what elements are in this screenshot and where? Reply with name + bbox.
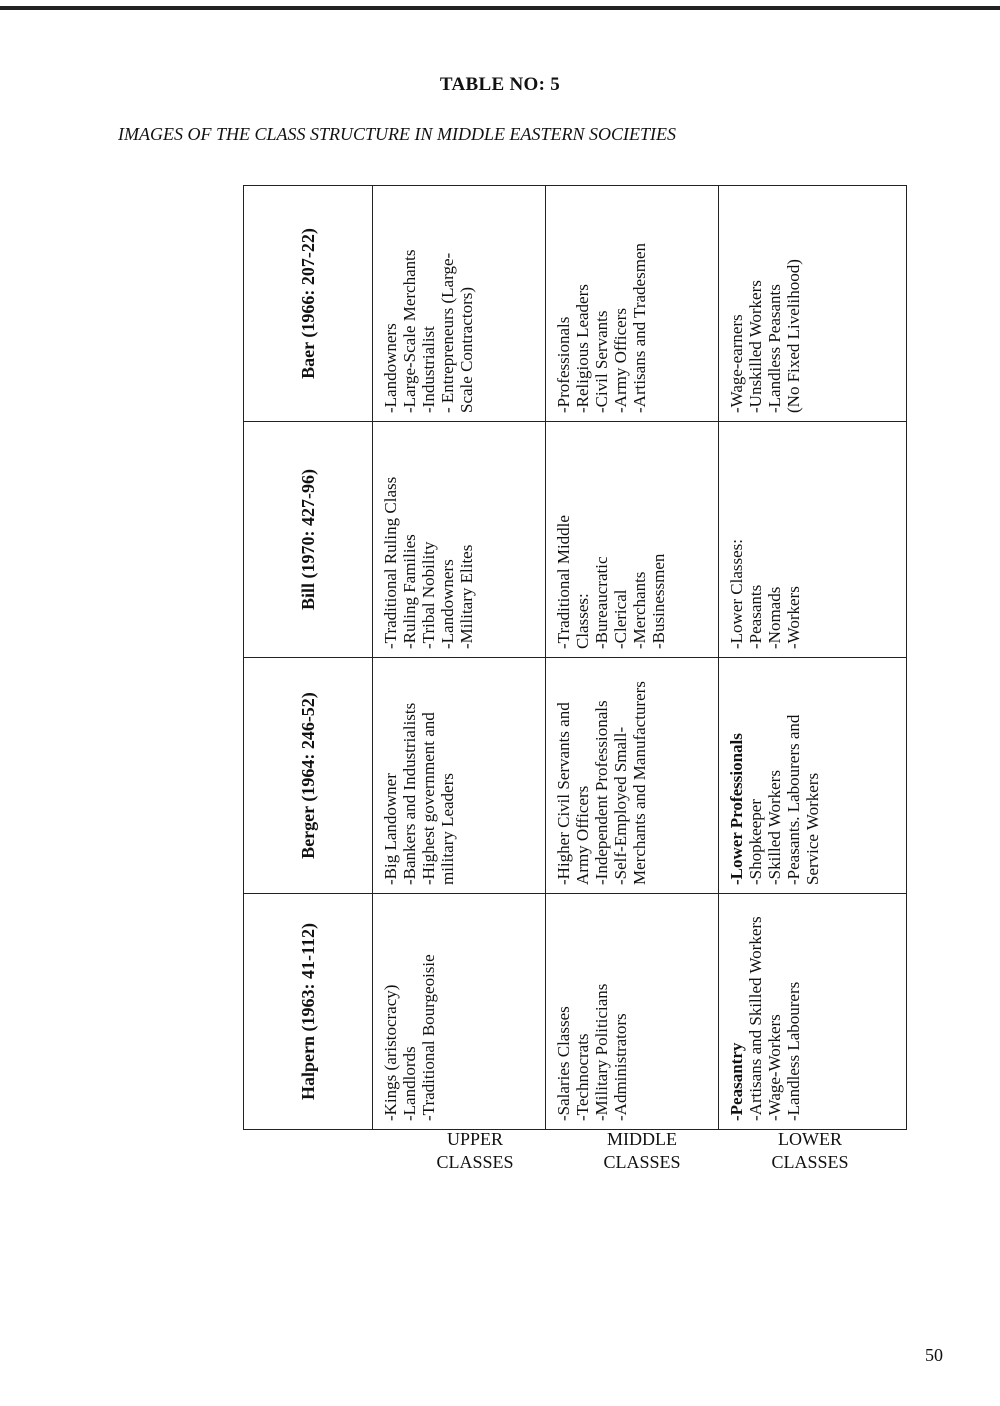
row-label-upper: [405, 1128, 545, 1173]
cell-line: -Religious Leaders: [573, 284, 593, 413]
cell-line: -Kings (aristocracy): [381, 984, 400, 1121]
column-header-halpern: Halpern (1963: 41-112): [244, 894, 373, 1130]
cell-line: military Leaders: [438, 773, 458, 885]
cell-line: -Traditional Middle: [554, 515, 573, 649]
row-label-line: MIDDLE: [607, 1129, 677, 1149]
column-header-baer: Baer (1966: 207-22): [244, 186, 373, 422]
row-label-line: LOWER: [778, 1129, 842, 1149]
cell-line: -Landless Labourers: [784, 981, 804, 1121]
cell-line: Service Workers: [803, 772, 823, 885]
cell-line: -Higher Civil Servants and: [554, 702, 573, 885]
cell-line: -Clerical: [611, 589, 631, 649]
cell-line: -Nomads: [765, 586, 785, 649]
cell-upper-baer: [373, 186, 546, 422]
cell-line: -Traditional Bourgeoisie: [419, 954, 439, 1121]
cell-line: -Skilled Workers: [765, 770, 785, 885]
cell-line: -Peasants. Labourers and: [784, 714, 804, 885]
cell-middle-baer: [546, 186, 719, 422]
cell-line: -Big Landowner: [381, 773, 400, 885]
cell-line: -Independent Professionals: [592, 700, 612, 885]
table-row-lower: [719, 186, 907, 1130]
cell-line: -Landowners: [438, 559, 458, 649]
row-label-line: CLASSES: [771, 1151, 849, 1172]
rotated-table-wrapper: [243, 185, 900, 1130]
row-label-lower: [740, 1128, 880, 1173]
cell-line: -Wage-earners: [727, 314, 746, 413]
cell-line: -Highest government and: [419, 712, 439, 885]
cell-lower-bill: [719, 422, 907, 658]
column-header-berger: Berger (1964: 246-52): [244, 658, 373, 894]
cell-line: Scale Contractors): [457, 286, 477, 413]
cell-line: -Army Officers: [611, 308, 631, 413]
cell-line: -Military Elites: [457, 544, 477, 649]
cell-upper-berger: [373, 658, 546, 894]
cell-line: -Landlords: [400, 1046, 420, 1121]
cell-middle-berger: [546, 658, 719, 894]
cell-line: -Industrialist: [419, 326, 439, 413]
cell-line: -Lower Classes:: [727, 538, 746, 649]
page-number: 50: [925, 1345, 943, 1365]
row-label-middle: [572, 1128, 712, 1173]
cell-line: -Ruling Families: [400, 534, 420, 649]
cell-lower-halpern: [719, 894, 907, 1130]
cell-middle-halpern: [546, 894, 719, 1130]
table-row-middle: [546, 186, 719, 1130]
cell-line: -Administrators: [611, 1013, 631, 1121]
cell-line: -Large-Scale Merchants: [400, 249, 420, 413]
cell-line: -Unskilled Workers: [746, 280, 766, 413]
row-label-line: UPPER: [446, 1129, 504, 1149]
cell-line: Army Officers: [573, 785, 593, 885]
cell-line: -Artisans and Skilled Workers: [746, 916, 766, 1121]
table-row-upper: [373, 186, 546, 1130]
cell-line: -Landless Peasants: [765, 284, 785, 413]
row-label-line: CLASSES: [603, 1151, 681, 1172]
cell-line: -Salaries Classes: [554, 1006, 573, 1121]
header-row: [244, 186, 373, 1130]
cell-line: -Military Politicians: [592, 983, 612, 1121]
cell-line: -Lower Professionals: [727, 733, 746, 885]
cell-line: -Landowners: [381, 323, 400, 413]
class-structure-table: [243, 185, 907, 1130]
cell-line: -Traditional Ruling Class: [381, 476, 400, 649]
cell-line: -Bankers and Industrialists: [400, 702, 420, 885]
row-label-line: CLASSES: [436, 1151, 514, 1172]
cell-lower-baer: [719, 186, 907, 422]
cell-upper-bill: [373, 422, 546, 658]
cell-line: (No Fixed Livelihood): [784, 259, 804, 413]
cell-line: -Tribal Nobility: [419, 541, 439, 649]
cell-line: -Bureaucratic: [592, 556, 612, 649]
cell-line: - Entrepreneurs (Large-: [438, 252, 458, 413]
cell-line: -Shopkeeper: [746, 799, 766, 885]
column-header-bill: Bill (1970: 427-96): [244, 422, 373, 658]
cell-line: -Businessmen: [649, 553, 669, 649]
cell-line: Classes:: [573, 593, 593, 649]
table-heading: TABLE NO: 5: [439, 74, 561, 95]
cell-line: -Peasants: [746, 584, 766, 649]
cell-line: -Artisans and Tradesmen: [630, 243, 650, 413]
cell-lower-berger: [719, 658, 907, 894]
cell-line: -Self-Employed Small-: [611, 726, 631, 885]
cell-line: -Peasantry: [727, 1042, 746, 1121]
cell-line: -Technocrats: [573, 1033, 593, 1121]
cell-line: -Merchants: [630, 571, 650, 649]
cell-upper-halpern: [373, 894, 546, 1130]
cell-line: -Wage-Workers: [765, 1014, 785, 1121]
cell-line: -Workers: [784, 586, 804, 649]
cell-line: Merchants and Manufacturers: [630, 681, 650, 885]
cell-line: -Civil Servants: [592, 310, 612, 413]
cell-line: -Professionals: [554, 316, 573, 413]
cell-middle-bill: [546, 422, 719, 658]
top-rule: [0, 6, 1000, 10]
table-caption: IMAGES OF THE CLASS STRUCTURE IN MIDDLE EASTERN SOCIETIES: [118, 124, 676, 144]
